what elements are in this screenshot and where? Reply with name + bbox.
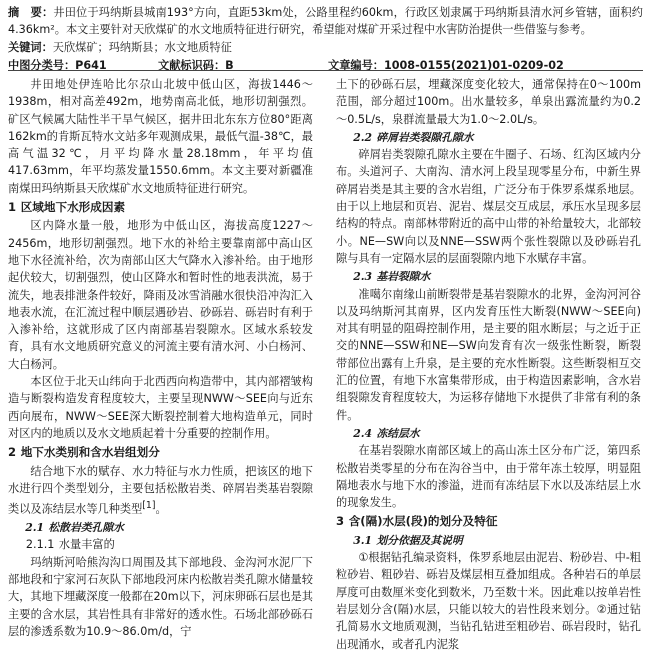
section-1-paragraph-2: 本区位于北天山纬向于北西西向构造带中，其内部褶皱构造与断裂构造发育程度较大，主要呈现NWW～SEE向与近东西向展布，NWW～SEE深大断裂控制着大地构造单元，同时对区内的地质以及水文地质起着十分重要的控制作用。 xyxy=(8,375,313,440)
section-number: 2.1.1 xyxy=(25,538,55,552)
section-2-2-paragraph: 碎屑岩类裂隙孔隙水主要在牛圈子、石场、红沟区域内分布。头道河子、大南沟、清水河上段呈现零星分布，中新生界碎屑岩类是其主要的含水岩组，广泛分布于侏罗系煤系地层。由于以上地层和页岩、泥岩、煤层交互成层，承压水呈现多层结构的特点。南部林带附近的高中山带的补给量较大，北部较小。NE—SW向以及NNE—SSW两个张性裂隙以及砂砾岩孔隙与具有一定隔水层的层面裂隙内地下水赋存丰富。 xyxy=(336,148,641,265)
section-2-3-paragraph: 准噶尔南缘山前断裂带是基岩裂隙水的北界，金沟河河谷以及玛纳斯河其南界，区内发育压性大断裂(NWW～SEE向)对其有明显的阻碍控制作用，是主要的阻水断层；与之近于正交的NNE—SSW和NE—SW向发育有次一级张性断裂，断裂带部位出露有上升泉，是主要的充水性断裂。这些断裂相互交汇的位置，有地下水富集带形成，由于构造因素影响，含水岩组裂隙发育程度较大，为运移存储地下水提供了非常有利的条件。 xyxy=(336,287,641,422)
section-number: 2.4 xyxy=(353,426,373,440)
section-title: 区域地下水形成因素 xyxy=(20,200,126,215)
section-number: 3 xyxy=(336,514,345,529)
paragraph-text: 结合地下水的赋存、水力特征与水力性质，把该区的地下水进行四个类型划分，主要包括松散岩类、碎屑岩类基岩裂隙类以及冻结层水等几种类型 xyxy=(8,464,313,516)
header-divider xyxy=(8,70,643,71)
section-3-1-heading xyxy=(336,532,641,549)
document-code: 文献标识码：B xyxy=(158,58,234,72)
right-column xyxy=(336,76,641,650)
section-2-heading xyxy=(8,444,313,461)
continued-paragraph: 土下的砂砾石层，埋藏深度变化较大，通常保持在0～100m范围，部分超过100m。出水量较多，单泉出露流量约为0.2～0.5L/s，泉群流量最大为1.0～2.0L/s。 xyxy=(336,78,641,126)
article-number: 文章编号：1008-0155(2021)01-0209-02 xyxy=(328,58,564,72)
section-3-heading xyxy=(336,513,641,530)
keywords-label: 关键词： xyxy=(8,40,53,54)
section-title: 划分依据及其说明 xyxy=(376,533,463,547)
section-number: 2 xyxy=(8,445,17,460)
section-number: 2.2 xyxy=(353,130,373,144)
section-number: 2.3 xyxy=(353,270,373,284)
section-title: 水量丰富的 xyxy=(58,538,115,552)
section-2-1-heading xyxy=(8,519,313,536)
intro-paragraph: 井田地处伊连哈比尔尕山北坡中低山区，海拔1446～1938m，相对高差492m，地势南高北低，地形切割强烈。矿区气候属大陆性半干旱气候区，据井田北东东方位80°距离162km的肯斯瓦特水文站多年观测成果，最低气温-38℃，最高气温32℃，月平均降水量28.18mm，年平均值417.63mm，年平均蒸发量1550.6mm。本文主要对新疆准南煤田玛纳斯县天欣煤矿水文地质特征进行研究。 xyxy=(8,78,313,195)
section-title: 松散岩类孔隙水 xyxy=(48,521,124,535)
section-1-paragraph-1: 区内降水量一般，地形为中低山区，海拔高度1227～2456m，地形切割强烈。地下水的补给主要靠南部中高山区地下水径流补给，次为南部山区大气降水入渗补给。由于地形起伏较大，切割强烈，使山区降水和暂时性的地表洪流，易于流失，地表排泄条件较好，降雨及冰雪消融水很快沿冲沟汇入地表水流，在汇流过程中顺层遇砂岩、砂砾岩、砾岩时有利于入渗补给，这就形成了区内南部基岩裂隙水。区域水系较发育，具有水文地质研究意义的河流主要有清水河、小白杨河、大白杨河。 xyxy=(8,219,313,371)
section-number: 2.1 xyxy=(25,521,45,535)
abstract-text: 井田位于玛纳斯县城南193°方向，直距53km处，公路里程约60km，行政区划隶属于玛纳斯县清水河乡管辖，面积约4.36km²。本文主要针对天欣煤矿的水文地质特征进行研究，希望能对煤矿开采过程中水害防治提供一些借鉴与参考。 xyxy=(8,6,643,37)
section-title: 含(隔)水层(段)的划分及特征 xyxy=(348,514,498,529)
section-title: 基岩裂隙水 xyxy=(376,270,431,284)
section-2-1-1-paragraph: 玛纳斯河哈熊沟沟口周围及其下部地段、金沟河水泥厂下部地段和宁家河石灰队下部地段河床内松散岩类孔隙水储量较大，其地下埋藏深度一般都在20m以下，河床卵砾石层也是其主要的含水层，其岩性具有非常好的透水性。石场北部砂砾石层的渗透系数为10.9～86.0m/d，宁 xyxy=(8,555,313,638)
section-2-3-heading xyxy=(336,268,641,285)
paragraph-end: 。 xyxy=(155,502,167,516)
section-2-1-1-heading xyxy=(8,536,313,553)
section-2-4-paragraph: 在基岩裂隙水南部区域上的高山冻土区分布广泛，第四系松散岩类零星的分布在沟谷当中，由于常年冻土较厚，明显阻隔地表水与地下水的渗溢，进而有冻结层下水以及冻结层上水的现象发生。 xyxy=(336,444,641,510)
section-title: 碎屑岩类裂隙孔隙水 xyxy=(376,130,474,144)
keywords-text: 天欣煤矿；玛纳斯县；水文地质特征 xyxy=(52,40,232,54)
section-2-paragraph-1 xyxy=(8,463,313,519)
abstract-block xyxy=(8,4,643,74)
abstract-label: 摘 要： xyxy=(8,6,54,19)
section-title: 地下水类别和含水岩组划分 xyxy=(20,445,160,460)
section-3-1-paragraph: ①根据钻孔编录资料，侏罗系地层由泥岩、粉砂岩、中-粗粒砂岩、粗砂岩、砾岩及煤层相互叠加组成。各种岩石的单层厚度可由数厘米变化到数米，乃至数十米。因此难以按单岩性岩层划分含(隔)水层，只能以较大的岩性段来划分。②通过钻孔简易水文地质观测，当钻孔钻进至粗砂岩、砾岩段时，钻孔出现涌水，或者孔内泥浆 xyxy=(336,551,641,650)
section-number: 1 xyxy=(8,200,17,215)
section-2-4-heading xyxy=(336,425,641,442)
abstract xyxy=(8,4,643,39)
section-number: 3.1 xyxy=(353,533,373,547)
section-2-2-heading xyxy=(336,129,641,146)
keywords xyxy=(8,39,643,56)
left-column xyxy=(8,76,313,650)
citation: [1] xyxy=(142,500,156,512)
section-title: 冻结层水 xyxy=(376,426,420,440)
section-1-heading xyxy=(8,199,313,216)
article-meta xyxy=(8,57,643,74)
clc-number: 中图分类号：P641 xyxy=(8,58,107,72)
